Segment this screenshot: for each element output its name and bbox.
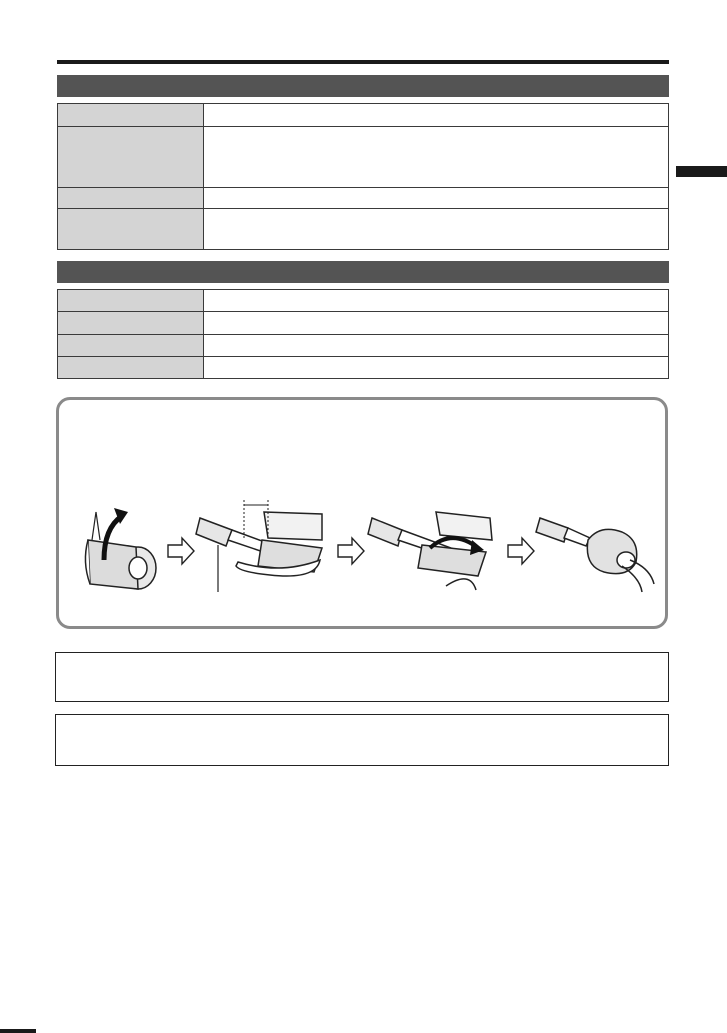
row-label [58,104,204,127]
section-header-1 [57,75,669,97]
table-row [58,357,669,379]
table-row [58,209,669,250]
row-value [204,209,669,250]
table-row [58,104,669,127]
section-header-2 [57,261,669,283]
ferrite-core-instructions [56,397,668,629]
note-box-2 [55,714,669,766]
row-label [58,312,204,335]
row-value [204,290,669,312]
side-index-tab [676,166,727,177]
spec-table-2 [57,289,669,379]
row-value [204,127,669,188]
bottom-page-mark [0,1029,36,1033]
note-box-1 [55,652,669,702]
row-label [58,127,204,188]
table-row [58,188,669,209]
row-value [204,335,669,357]
row-label [58,335,204,357]
row-label [58,357,204,379]
table-row [58,335,669,357]
row-value [204,104,669,127]
row-value [204,188,669,209]
table-row [58,312,669,335]
row-value [204,357,669,379]
table-row [58,290,669,312]
row-label [58,188,204,209]
row-label [58,209,204,250]
top-rule [57,60,669,64]
row-label [58,290,204,312]
row-value [204,312,669,335]
spec-table-1 [57,103,669,250]
table-row [58,127,669,188]
